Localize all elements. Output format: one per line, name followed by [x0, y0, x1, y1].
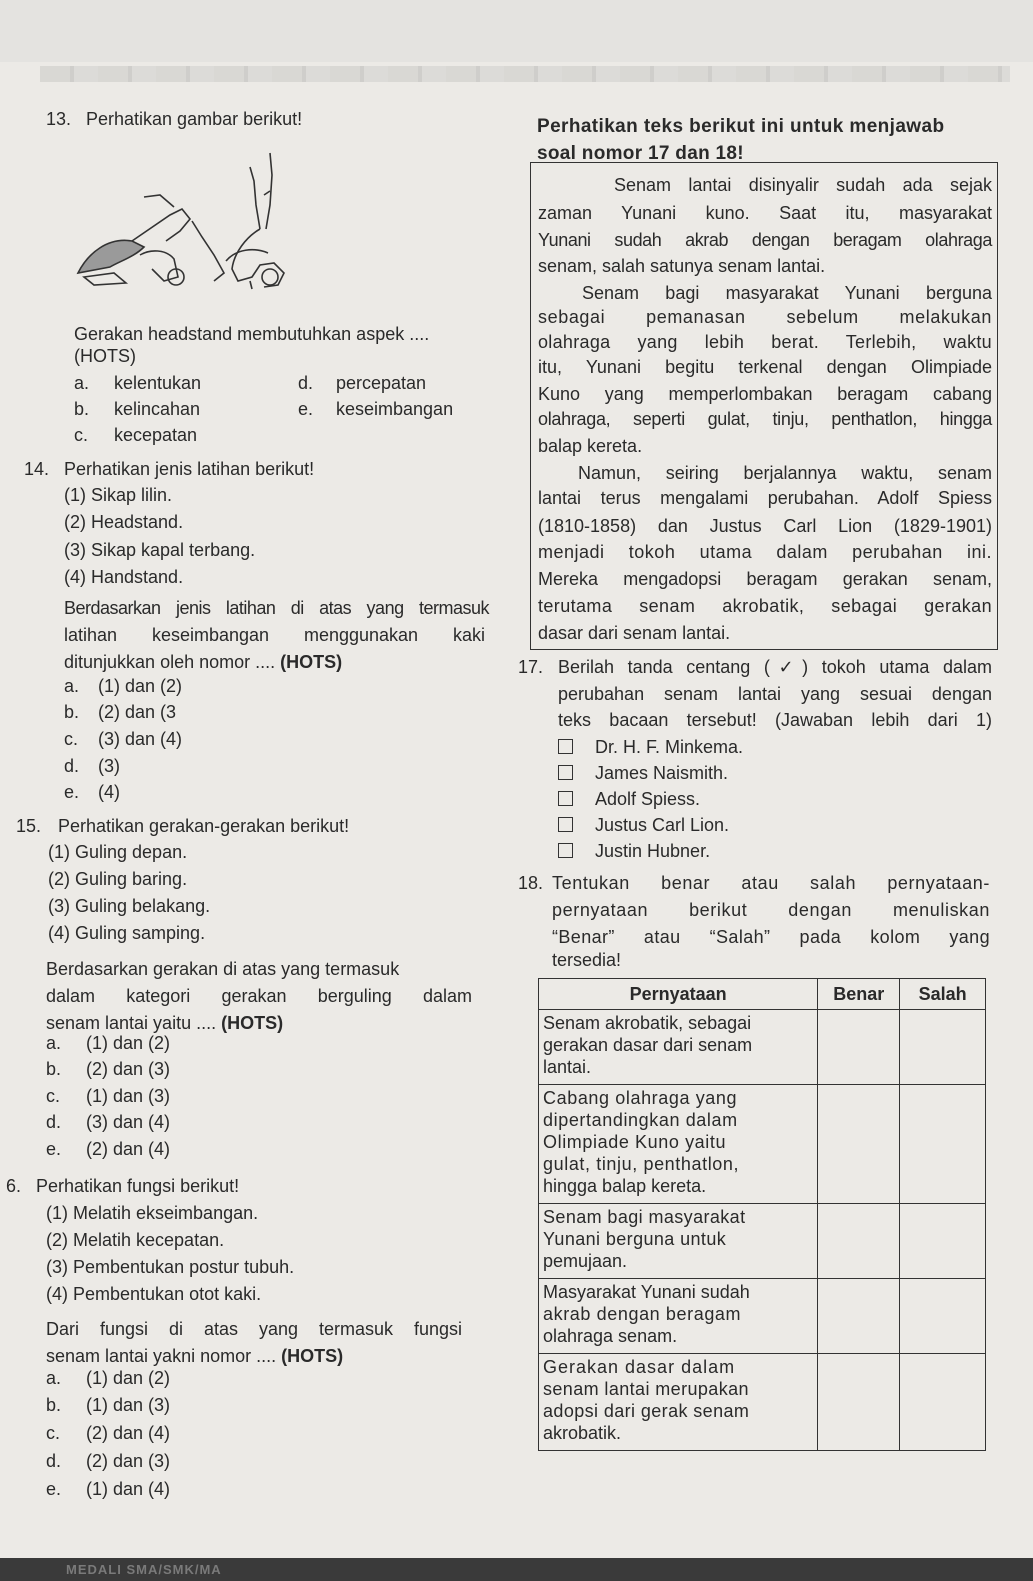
- q15-option-letter: e.: [46, 1139, 62, 1159]
- q15-stem: dalam kategori gerakan berguling dalam: [46, 986, 472, 1006]
- reading-line: itu, Yunani begitu terkenal dengan Olimpiade: [538, 357, 992, 377]
- q17-choice[interactable]: Adolf Spiess.: [558, 788, 700, 810]
- page-top-margin: [0, 0, 1033, 62]
- q14-prompt: Perhatikan jenis latihan berikut!: [64, 459, 315, 479]
- q15-tag: (HOTS): [221, 1013, 284, 1033]
- q18-line: “Benar” atau “Salah” pada kolom yang: [552, 927, 990, 947]
- q15-item: (4) Guling samping.: [48, 923, 206, 943]
- q17-choice[interactable]: Dr. H. F. Minkema.: [558, 736, 743, 758]
- q16-item: (2) Melatih kecepatan.: [46, 1230, 225, 1250]
- q15-option-a[interactable]: (1) dan (2): [86, 1033, 171, 1053]
- statement-cell: Cabang olahraga yang dipertandingkan dalam Olimpiade Kuno yaitu gulat, tinju, penthatlon, hingga balap kereta.: [539, 1085, 818, 1204]
- q18-number: 18.: [518, 873, 544, 893]
- reading-line: Kuno yang memperlombakan beragam cabang: [538, 384, 992, 404]
- q13-stem: Gerakan headstand membutuhkan aspek ....: [74, 324, 430, 344]
- q14-option-letter: d.: [64, 756, 80, 776]
- table-header: Pernyataan: [539, 979, 818, 1010]
- reading-line: balap kereta.: [538, 436, 643, 456]
- statement-table: [538, 978, 986, 1451]
- q15-prompt: Perhatikan gerakan-gerakan berikut!: [58, 816, 350, 836]
- q16-option-letter: e.: [46, 1479, 62, 1499]
- q13-option-d[interactable]: percepatan: [336, 373, 427, 393]
- q17-choice[interactable]: Justin Hubner.: [558, 840, 710, 862]
- q17-line: perubahan senam lantai yang sesuai dengan: [558, 684, 992, 704]
- q13-prompt: Perhatikan gambar berikut!: [86, 109, 303, 129]
- q16-item: (1) Melatih ekseimbangan.: [46, 1203, 259, 1223]
- q13-option-b[interactable]: kelincahan: [114, 399, 201, 419]
- q14-option-letter: a.: [64, 676, 80, 696]
- q16-option-b[interactable]: (1) dan (3): [86, 1395, 171, 1415]
- q17-line: teks bacaan tersebut! (Jawaban lebih dari 1): [558, 710, 992, 730]
- table-row: [539, 1279, 986, 1354]
- q16-option-c[interactable]: (2) dan (4): [86, 1423, 171, 1443]
- q18-line: tersedia!: [552, 950, 622, 970]
- q13-number: 13.: [46, 109, 72, 129]
- q17-choice[interactable]: Justus Carl Lion.: [558, 814, 729, 836]
- table-row: [539, 1204, 986, 1279]
- q14-stem: latihan keseimbangan menggunakan kaki: [64, 625, 485, 645]
- q15-option-letter: b.: [46, 1059, 62, 1079]
- q14-tag: (HOTS): [280, 652, 343, 672]
- q13-option-letter: d.: [298, 373, 314, 393]
- statement-cell: Senam akrobatik, sebagai gerakan dasar dari senam lantai.: [539, 1010, 818, 1085]
- q14-option-letter: b.: [64, 702, 80, 722]
- checkbox[interactable]: [558, 739, 573, 754]
- benar-cell[interactable]: [818, 1010, 900, 1085]
- q13-option-letter: e.: [298, 399, 314, 419]
- q17-choice[interactable]: James Naismith.: [558, 762, 728, 784]
- salah-cell[interactable]: [900, 1085, 986, 1204]
- q15-number: 15.: [16, 816, 42, 836]
- q14-option-e[interactable]: (4): [98, 782, 120, 802]
- q13-option-letter: c.: [74, 425, 89, 445]
- q14-option-letter: e.: [64, 782, 80, 802]
- checkbox[interactable]: [558, 791, 573, 806]
- q16-stem: Dari fungsi di atas yang termasuk fungsi: [46, 1319, 462, 1339]
- reading-line: dasar dari senam lantai.: [538, 623, 731, 643]
- q18-line: pernyataan berikut dengan menuliskan: [552, 900, 990, 920]
- salah-cell[interactable]: [900, 1354, 986, 1451]
- q18-line: Tentukan benar atau salah pernyataan-: [552, 873, 990, 893]
- table-header: Benar: [818, 979, 900, 1010]
- reading-line: (1810-1858) dan Justus Carl Lion (1829-1901): [538, 516, 992, 536]
- statement-cell: Gerakan dasar dalam senam lantai merupakan adopsi dari gerak senam akrobatik.: [539, 1354, 818, 1451]
- benar-cell[interactable]: [818, 1085, 900, 1204]
- q14-option-c[interactable]: (3) dan (4): [98, 729, 183, 749]
- q16-option-a[interactable]: (1) dan (2): [86, 1368, 171, 1388]
- reading-line: menjadi tokoh utama dalam perubahan ini.: [538, 542, 992, 562]
- q16-option-e[interactable]: (1) dan (4): [86, 1479, 171, 1499]
- q16-option-letter: a.: [46, 1368, 62, 1388]
- table-row: [539, 1354, 986, 1451]
- reading-line: Namun, seiring berjalannya waktu, senam: [578, 463, 992, 483]
- q14-option-b[interactable]: (2) dan (3: [98, 702, 177, 722]
- q14-number: 14.: [24, 459, 50, 479]
- benar-cell[interactable]: [818, 1204, 900, 1279]
- q16-option-d[interactable]: (2) dan (3): [86, 1451, 171, 1471]
- reading-line: zaman Yunani kuno. Saat itu, masyarakat: [538, 203, 992, 223]
- q15-item: (3) Guling belakang.: [48, 896, 211, 916]
- footer-text: MEDALI SMA/SMK/MA: [66, 1562, 222, 1577]
- q13-option-letter: a.: [74, 373, 90, 393]
- q16-tag: (HOTS): [281, 1346, 344, 1366]
- reading-line: Senam bagi masyarakat Yunani berguna: [582, 283, 992, 303]
- salah-cell[interactable]: [900, 1010, 986, 1085]
- q15-option-e[interactable]: (2) dan (4): [86, 1139, 171, 1159]
- q15-stem-last: senam lantai yaitu .... (HOTS): [46, 1013, 284, 1033]
- q14-stem: Berdasarkan jenis latihan di atas yang termasuk: [64, 598, 489, 618]
- statement-cell: Masyarakat Yunani sudah akrab dengan beragam olahraga senam.: [539, 1279, 818, 1354]
- checkbox[interactable]: [558, 765, 573, 780]
- q14-stem-last: ditunjukkan oleh nomor .... (HOTS): [64, 652, 343, 672]
- reading-line: senam, salah satunya senam lantai.: [538, 256, 826, 276]
- q16-option-letter: c.: [46, 1423, 61, 1443]
- header-stripe: [40, 66, 1010, 82]
- q13-tag: (HOTS): [74, 346, 136, 366]
- reading-line: lantai terus mengalami perubahan. Adolf Spiess: [538, 488, 992, 508]
- reading-line: Yunani sudah akrab dengan beragam olahraga: [538, 230, 992, 250]
- table-row: [539, 1010, 986, 1085]
- q16-item: (4) Pembentukan otot kaki.: [46, 1284, 262, 1304]
- q15-option-b[interactable]: (2) dan (3): [86, 1059, 171, 1079]
- reading-heading: soal nomor 17 dan 18!: [537, 143, 744, 164]
- q15-option-letter: c.: [46, 1086, 61, 1106]
- reading-line: terutama senam akrobatik, sebagai gerakan: [538, 596, 992, 616]
- q16-option-letter: d.: [46, 1451, 62, 1471]
- q16-option-letter: b.: [46, 1395, 62, 1415]
- reading-line: olahraga yang lebih berat. Terlebih, waktu: [538, 332, 992, 352]
- headstand-figures-icon: [74, 145, 290, 320]
- benar-cell[interactable]: [818, 1279, 900, 1354]
- salah-cell[interactable]: [900, 1204, 986, 1279]
- q17-line: Berilah tanda centang (✓) tokoh utama dalam: [558, 657, 992, 677]
- benar-cell[interactable]: [818, 1354, 900, 1451]
- q15-option-letter: d.: [46, 1112, 62, 1132]
- q13-option-c[interactable]: kecepatan: [114, 425, 198, 445]
- reading-line: olahraga, seperti gulat, tinju, penthatlon, hingga: [538, 409, 992, 429]
- q16-stem-last: senam lantai yakni nomor .... (HOTS): [46, 1346, 344, 1366]
- q15-item: (2) Guling baring.: [48, 869, 188, 889]
- q14-item: (4) Handstand.: [64, 567, 184, 587]
- q13-option-e[interactable]: keseimbangan: [336, 399, 454, 419]
- q15-option-c[interactable]: (1) dan (3): [86, 1086, 171, 1106]
- q15-stem: Berdasarkan gerakan di atas yang termasuk: [46, 959, 400, 979]
- reading-heading: Perhatikan teks berikut ini untuk menjawab: [537, 116, 945, 137]
- table-header: Salah: [900, 979, 986, 1010]
- q17-number: 17.: [518, 657, 544, 677]
- q16-prompt: Perhatikan fungsi berikut!: [36, 1176, 240, 1196]
- table-row: [539, 1085, 986, 1204]
- footer-bar: [0, 1558, 1033, 1581]
- reading-line: Senam lantai disinyalir sudah ada sejak: [614, 175, 992, 195]
- q13-option-a[interactable]: kelentukan: [114, 373, 202, 393]
- checkbox[interactable]: [558, 843, 573, 858]
- q14-item: (3) Sikap kapal terbang.: [64, 540, 256, 560]
- reading-line: sebagai pemanasan sebelum melakukan: [538, 307, 992, 327]
- q15-option-letter: a.: [46, 1033, 62, 1053]
- q16-item: (3) Pembentukan postur tubuh.: [46, 1257, 295, 1277]
- q16-number: 6.: [6, 1176, 22, 1196]
- statement-cell: Senam bagi masyarakat Yunani berguna untuk pemujaan.: [539, 1204, 818, 1279]
- q14-item: (1) Sikap lilin.: [64, 485, 173, 505]
- checkbox[interactable]: [558, 817, 573, 832]
- q14-option-letter: c.: [64, 729, 79, 749]
- salah-cell[interactable]: [900, 1279, 986, 1354]
- q14-option-d[interactable]: (3): [98, 756, 120, 776]
- q14-item: (2) Headstand.: [64, 512, 184, 532]
- q14-option-a[interactable]: (1) dan (2): [98, 676, 183, 696]
- reading-line: Mereka mengadopsi beragam gerakan senam,: [538, 569, 992, 589]
- q15-option-d[interactable]: (3) dan (4): [86, 1112, 171, 1132]
- q15-item: (1) Guling depan.: [48, 842, 188, 862]
- q13-option-letter: b.: [74, 399, 90, 419]
